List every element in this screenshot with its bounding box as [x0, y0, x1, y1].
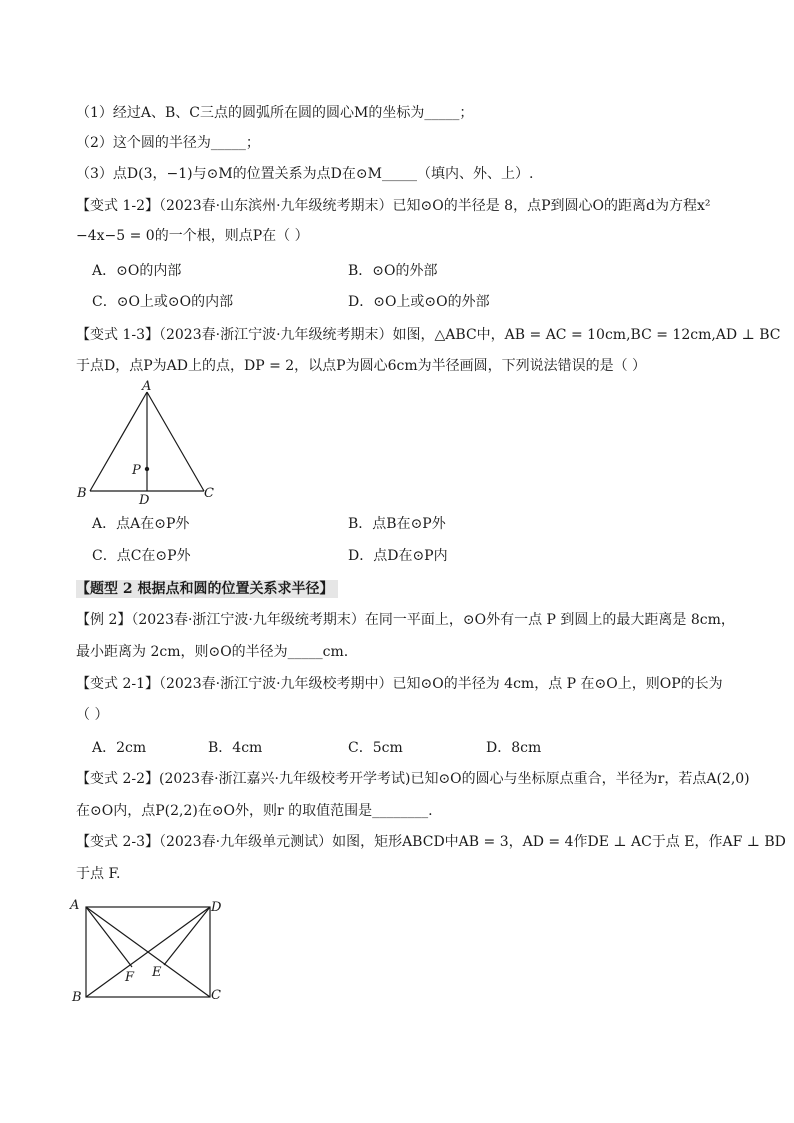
variant-1-2-line2: −4x−5 = 0的一个根，则点P在（ ）	[76, 228, 309, 244]
q1-part3: （3）点D(3，−1)与⊙M的位置关系为点D在⊙M_____（填内、外、上）.	[76, 166, 534, 182]
triangle-figure	[72, 380, 232, 510]
label-d: D	[139, 493, 150, 508]
variant-1-3-option-b: B．点B在⊙P外	[348, 516, 446, 532]
variant-1-2-option-d: D．⊙O上或⊙O的外部	[348, 294, 490, 310]
variant-1-2-option-c: C．⊙O上或⊙O的内部	[92, 294, 234, 310]
variant-2-1-option-d: D．8cm	[486, 740, 542, 756]
label-c: C	[204, 486, 214, 501]
variant-1-3-option-a: A．点A在⊙P外	[92, 516, 190, 532]
variant-2-1-line2: （ ）	[76, 707, 109, 723]
variant-1-2-option-a: A．⊙O的内部	[92, 263, 182, 279]
variant-1-2-option-b: B．⊙O的外部	[348, 263, 438, 279]
variant-2-3-line2: 于点 F.	[76, 866, 121, 882]
point-p-dot	[145, 467, 149, 471]
label-e: E	[152, 965, 162, 980]
label-b: B	[72, 990, 82, 1005]
label-d: D	[211, 900, 222, 915]
label-a: A	[70, 898, 80, 913]
label-f: F	[125, 970, 135, 985]
variant-2-1-line1: 【变式 2-1】（2023春·浙江宁波·九年级校考期中）已知⊙O的半径为 4cm，点 P 在⊙O上，则OP的长为	[76, 676, 723, 692]
label-b: B	[77, 486, 87, 501]
variant-2-1-option-c: C．5cm	[348, 740, 403, 756]
segment-af	[86, 907, 132, 967]
variant-1-3-option-d: D．点D在⊙P内	[348, 548, 448, 564]
edge-ac	[147, 392, 204, 491]
variant-1-3-line2: 于点D，点P为AD上的点，DP = 2，以点P为圆心6cm为半径画圆，下列说法错误的是（ ）	[76, 358, 647, 374]
variant-1-2-line1: 【变式 1-2】（2023春·山东滨州·九年级统考期末）已知⊙O的半径是 8，点P到圆心O的距离d为方程x²	[76, 198, 711, 214]
variant-2-2-line2: 在⊙O内，点P(2,2)在⊙O外，则r 的取值范围是________.	[76, 803, 433, 819]
example-2-line2: 最小距离为 2cm，则⊙O的半径为_____cm.	[76, 644, 349, 660]
variant-2-3-line1: 【变式 2-3】（2023春·九年级单元测试）如图，矩形ABCD中AB = 3，AD = 4作DE ⊥ AC于点 E，作AF ⊥ BD	[76, 834, 786, 850]
label-c: C	[211, 988, 221, 1003]
label-p: P	[132, 463, 141, 478]
variant-2-1-option-b: B．4cm	[208, 740, 263, 756]
label-a: A	[142, 380, 152, 394]
variant-2-2-line1: 【变式 2-2】(2023春·浙江嘉兴·九年级校考开学考试)已知⊙O的圆心与坐标原点重合，半径为r，若点A(2,0)	[76, 771, 750, 787]
q1-part1: （1）经过A、B、C三点的圆弧所在圆的圆心M的坐标为_____；	[76, 105, 474, 121]
q1-part2: （2）这个圆的半径为_____；	[76, 135, 260, 151]
section-heading-type-2: 【题型 2 根据点和圆的位置关系求半径】	[76, 580, 338, 598]
variant-1-3-option-c: C．点C在⊙P外	[92, 548, 191, 564]
example-2-line1: 【例 2】（2023春·浙江宁波·九年级统考期末）在同一平面上，⊙O外有一点 P 到圆上的最大距离是 8cm，	[76, 612, 735, 628]
rectangle-figure	[68, 893, 238, 1008]
variant-2-1-option-a: A．2cm	[92, 740, 147, 756]
variant-1-3-line1: 【变式 1-3】（2023春·浙江宁波·九年级统考期末）如图，△ABC中，AB = AC = 10cm,BC = 12cm,AD ⊥ BC	[76, 327, 781, 343]
